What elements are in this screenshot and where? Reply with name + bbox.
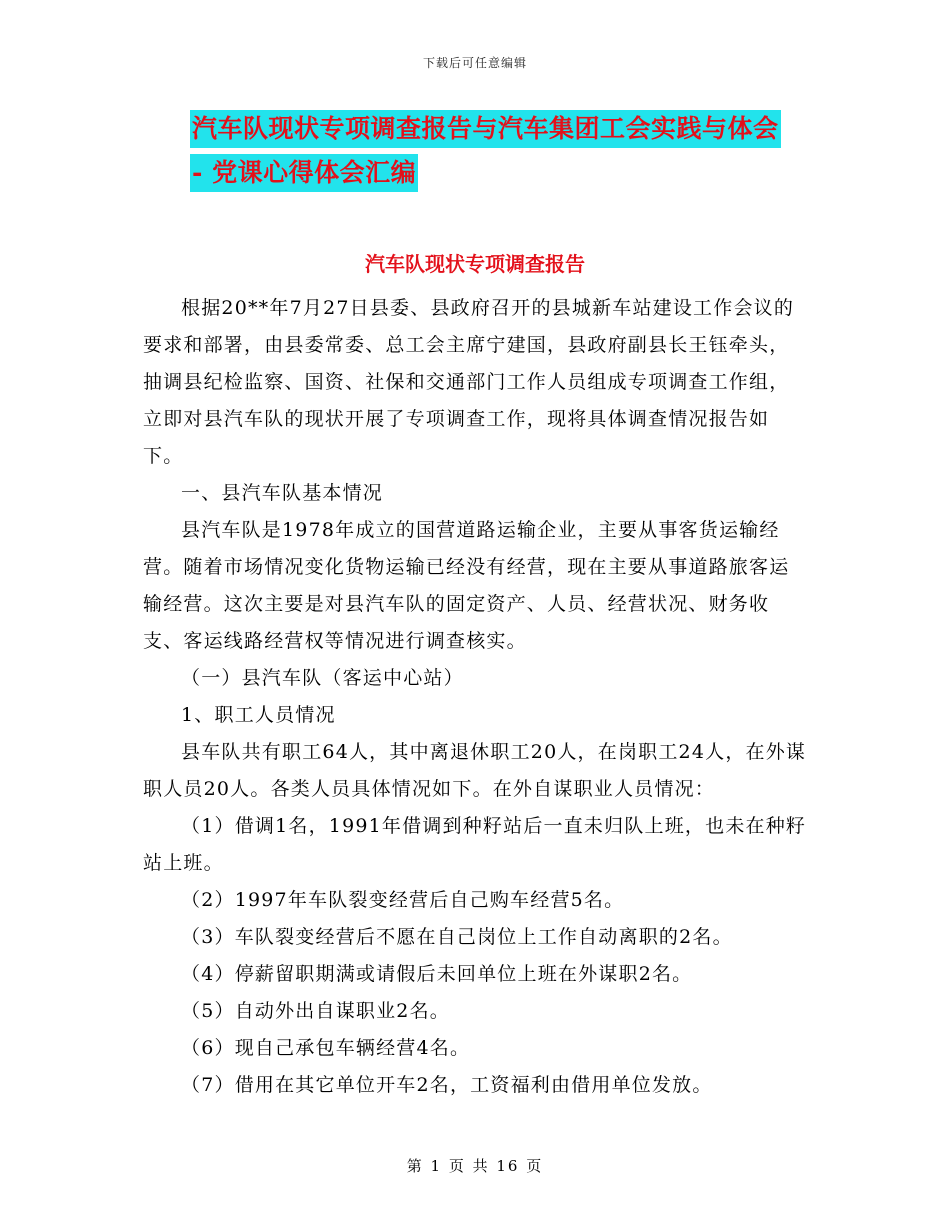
header-note: 下载后可任意编辑 [422, 56, 527, 70]
title-line-1: 汽车队现状专项调查报告与汽车集团工会实践与体会 [190, 110, 781, 148]
subheading-bus-team: （一）县汽车队（客运中心站） [181, 667, 464, 689]
page-footer: 第 1 页 共 16 页 [406, 1157, 544, 1175]
body-text [143, 290, 808, 1104]
list-item: （3）车队裂变经营后不愿在自己岗位上工作自动离职的2名。 [181, 926, 733, 948]
list-item: （6）现自己承包车辆经营4名。 [181, 1037, 471, 1059]
subheading-staff: 1、职工人员情况 [181, 704, 336, 726]
paragraph: 县车队共有职工64人，其中离退休职工20人，在岗职工24人，在外谋职人员20人。各类人员具体情况如下。在外自谋职业人员情况： [143, 741, 807, 800]
title-line-2: - 党课心得体会汇编 [190, 154, 418, 192]
document-title [190, 110, 830, 192]
list-item: （1）借调1名，1991年借调到种籽站后一直未归队上班，也未在种籽站上班。 [143, 815, 807, 874]
list-item: （7）借用在其它单位开车2名，工资福利由借用单位发放。 [181, 1074, 713, 1096]
paragraph: 县汽车队是1978年成立的国营道路运输企业，主要从事客货运输经营。随着市场情况变化货物运输已经没有经营，现在主要从事道路旅客运输经营。这次主要是对县汽车队的固定资产、人员、经营状况、财务收支、客运线路经营权等情况进行调查核实。 [143, 519, 790, 652]
list-item: （5）自动外出自谋职业2名。 [181, 1000, 450, 1022]
paragraph: 根据20**年7月27日县委、县政府召开的县城新车站建设工作会议的要求和部署，由县委常委、总工会主席宁建国，县政府副县长王钰牵头，抽调县纪检监察、国资、社保和交通部门工作人员组成专项调查工作组，立即对县汽车队的现状开展了专项调查工作，现将具体调查情况报告如下。 [143, 297, 795, 467]
heading-basic-info: 一、县汽车队基本情况 [181, 482, 384, 504]
list-item: （4）停薪留职期满或请假后未回单位上班在外谋职2名。 [181, 963, 693, 985]
section-title: 汽车队现状专项调查报告 [365, 252, 585, 276]
list-item: （2）1997年车队裂变经营后自己购车经营5名。 [181, 889, 625, 911]
